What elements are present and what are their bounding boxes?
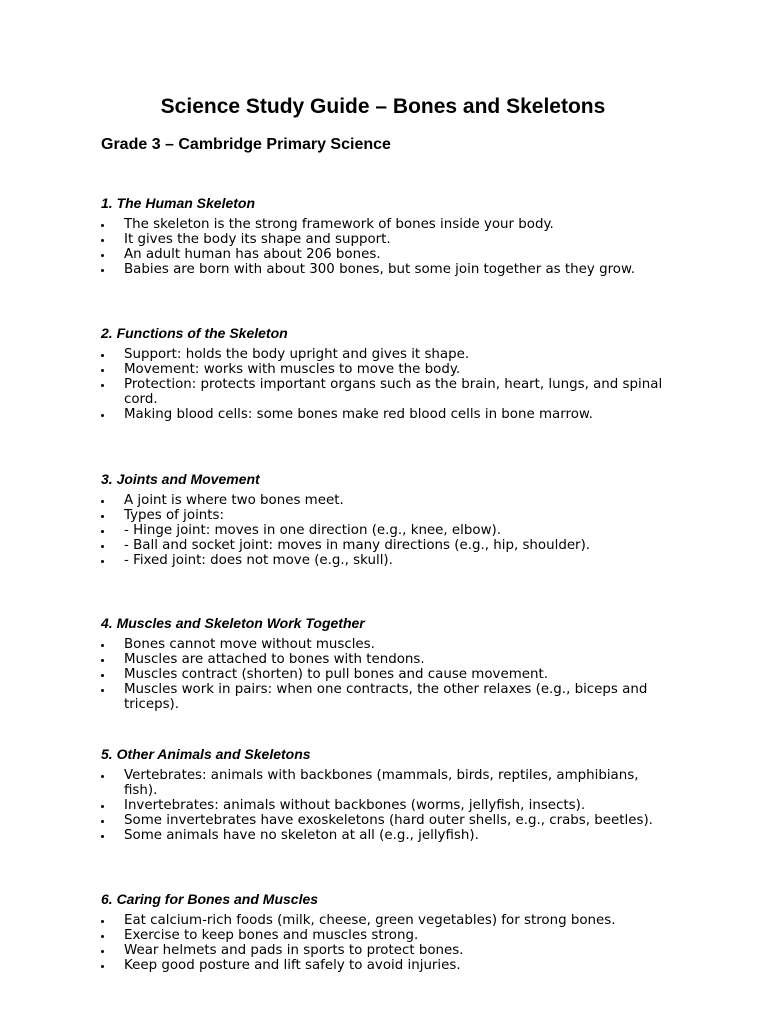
list-item-text: Vertebrates: animals with backbones (mammals, birds, reptiles, amphibians, fish). xyxy=(124,768,639,798)
list-item xyxy=(0,682,664,712)
list-item xyxy=(0,928,664,943)
bullet-icon xyxy=(101,820,104,823)
bullet-list xyxy=(0,347,768,422)
list-item-text: The skeleton is the strong framework of bones inside your body. xyxy=(124,217,554,232)
bullet-icon xyxy=(101,545,104,548)
bullet-icon xyxy=(101,269,104,272)
bullet-icon xyxy=(101,805,104,808)
bullet-icon xyxy=(101,384,104,387)
list-item-text: Babies are born with about 300 bones, but some join together as they grow. xyxy=(124,262,635,277)
section-heading: 5. Other Animals and Skeletons xyxy=(101,746,311,762)
list-item xyxy=(0,347,664,362)
bullet-icon xyxy=(101,239,104,242)
section-heading: 2. Functions of the Skeleton xyxy=(101,325,288,341)
bullet-icon xyxy=(101,500,104,503)
bullet-list xyxy=(0,493,768,568)
list-item xyxy=(0,508,664,523)
list-item xyxy=(0,247,664,262)
list-item-text: Support: holds the body upright and gives it shape. xyxy=(124,347,470,362)
list-item-text: Invertebrates: animals without backbones (worms, jellyfish, insects). xyxy=(124,798,586,813)
list-item-text: Bones cannot move without muscles. xyxy=(124,637,375,652)
page-subtitle: Grade 3 – Cambridge Primary Science xyxy=(101,136,391,153)
list-item xyxy=(0,523,664,538)
list-item xyxy=(0,377,664,407)
bullet-icon xyxy=(101,920,104,923)
list-item xyxy=(0,768,664,798)
list-item-text: Some invertebrates have exoskeletons (hard outer shells, e.g., crabs, beetles). xyxy=(124,813,653,828)
list-item-text: Movement: works with muscles to move the body. xyxy=(124,362,461,377)
bullet-icon xyxy=(101,224,104,227)
bullet-icon xyxy=(101,950,104,953)
list-item-text: A joint is where two bones meet. xyxy=(124,493,344,508)
bullet-list xyxy=(0,768,768,843)
bullet-icon xyxy=(101,935,104,938)
list-item-text: Protection: protects important organs such as the brain, heart, lungs, and spinal cord. xyxy=(124,377,663,407)
bullet-icon xyxy=(101,674,104,677)
list-item-text: Making blood cells: some bones make red blood cells in bone marrow. xyxy=(124,407,593,422)
page-title: Science Study Guide – Bones and Skeletons xyxy=(160,95,606,118)
list-item-text: Eat calcium-rich foods (milk, cheese, green vegetables) for strong bones. xyxy=(124,913,616,928)
list-item-text: - Ball and socket joint: moves in many directions (e.g., hip, shoulder). xyxy=(124,538,591,553)
bullet-icon xyxy=(101,560,104,563)
list-item xyxy=(0,667,664,682)
list-item-text: An adult human has about 206 bones. xyxy=(124,247,381,262)
list-item xyxy=(0,217,664,232)
list-item-text: Types of joints: xyxy=(124,508,225,523)
bullet-icon xyxy=(101,414,104,417)
bullet-icon xyxy=(101,369,104,372)
bullet-list xyxy=(0,217,768,277)
list-item-text: Keep good posture and lift safely to avoid injuries. xyxy=(124,958,461,973)
list-item xyxy=(0,407,664,422)
list-item-text: - Fixed joint: does not move (e.g., skull). xyxy=(124,553,393,568)
list-item-text: Muscles contract (shorten) to pull bones and cause movement. xyxy=(124,667,548,682)
list-item xyxy=(0,538,664,553)
bullet-icon xyxy=(101,530,104,533)
bullet-icon xyxy=(101,689,104,692)
bullet-icon xyxy=(101,515,104,518)
list-item xyxy=(0,943,664,958)
list-item-text: Some animals have no skeleton at all (e.g., jellyfish). xyxy=(124,828,479,843)
list-item xyxy=(0,828,664,843)
list-item-text: Muscles work in pairs: when one contracts, the other relaxes (e.g., biceps and triceps). xyxy=(124,682,648,712)
list-item xyxy=(0,553,664,568)
bullet-icon xyxy=(101,835,104,838)
list-item-text: Exercise to keep bones and muscles strong. xyxy=(124,928,419,943)
bullet-icon xyxy=(101,659,104,662)
bullet-icon xyxy=(101,775,104,778)
list-item-text: Muscles are attached to bones with tendons. xyxy=(124,652,425,667)
section-heading: 3. Joints and Movement xyxy=(101,471,260,487)
bullet-icon xyxy=(101,644,104,647)
list-item-text: - Hinge joint: moves in one direction (e.g., knee, elbow). xyxy=(124,523,502,538)
bullet-list xyxy=(0,637,768,712)
bullet-icon xyxy=(101,254,104,257)
list-item-text: Wear helmets and pads in sports to protect bones. xyxy=(124,943,464,958)
section-heading: 1. The Human Skeleton xyxy=(101,195,256,211)
list-item xyxy=(0,958,664,973)
section-heading: 6. Caring for Bones and Muscles xyxy=(101,891,319,907)
list-item xyxy=(0,362,664,377)
list-item xyxy=(0,262,664,277)
list-item-text: It gives the body its shape and support. xyxy=(124,232,391,247)
list-item xyxy=(0,798,664,813)
list-item xyxy=(0,913,664,928)
list-item xyxy=(0,652,664,667)
list-item xyxy=(0,813,664,828)
bullet-icon xyxy=(101,965,104,968)
bullet-list xyxy=(0,913,768,973)
list-item xyxy=(0,493,664,508)
list-item xyxy=(0,232,664,247)
list-item xyxy=(0,637,664,652)
bullet-icon xyxy=(101,354,104,357)
section-heading: 4. Muscles and Skeleton Work Together xyxy=(101,615,365,631)
